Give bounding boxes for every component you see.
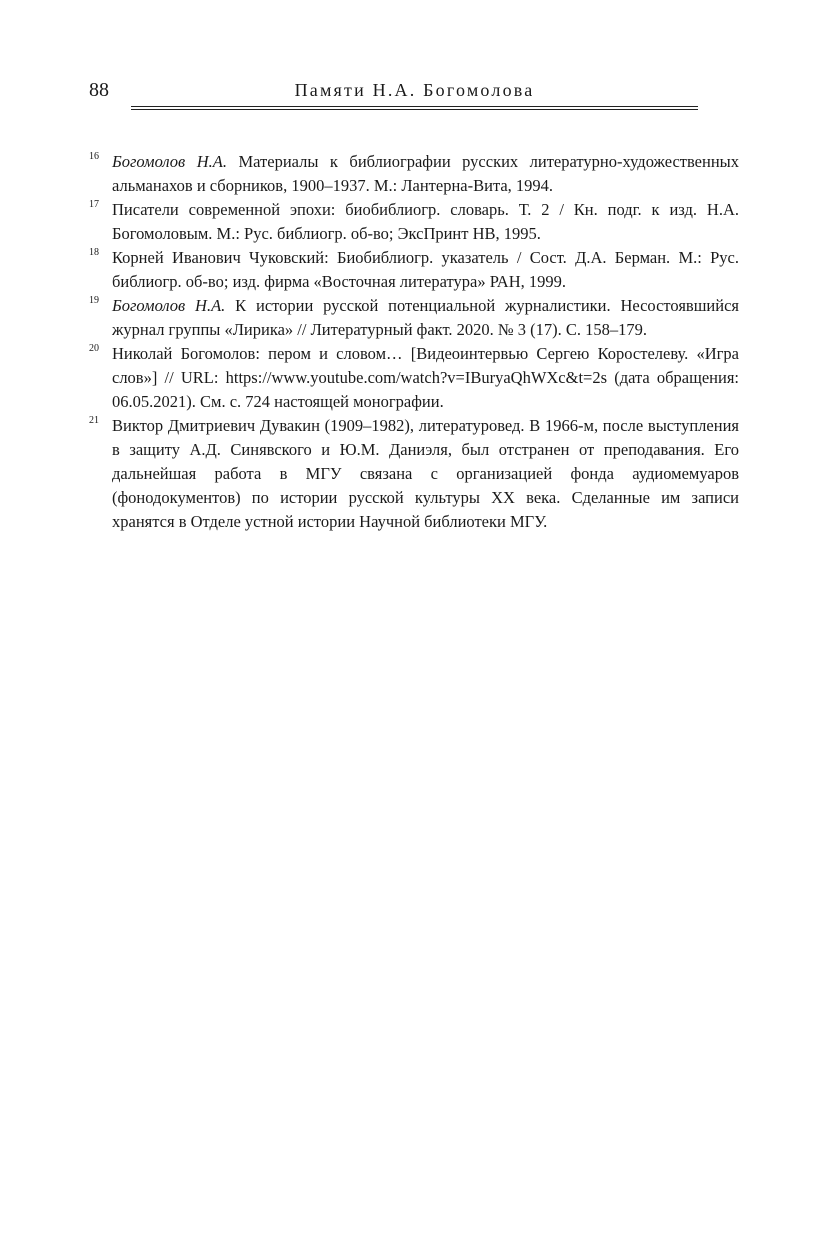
footnotes-list [89,150,739,534]
footnote-21 [89,414,739,534]
footnote-text: Писатели современной эпохи: биобиблиогр. словарь. Т. 2 / Кн. подг. к изд. Н.А. Богомоловым. М.: Рус. библиогр. об-во; ЭксПринт НВ, 1995. [112,200,739,243]
footnote-text: Материалы к библиографии русских литературно-художественных альманахов и сборников, 1900–1937. М.: Лантерна-Вита, 1994. [112,152,740,195]
header-rule-top [131,106,698,107]
footnote-19 [89,294,739,342]
page-number: 88 [89,79,109,101]
page-header [89,78,698,118]
footnote-text: Корней Иванович Чуковский: Биобиблиогр. указатель / Сост. Д.А. Берман. М.: Рус. библиогр. об-во; изд. фирма «Восточная литература» РАН, 1999. [112,248,739,291]
footnote-number: 17 [89,199,99,210]
footnote-number: 21 [89,415,99,426]
footnote-number: 20 [89,343,99,354]
footnote-number: 16 [89,151,99,162]
footnote-author: Богомолов Н.А. [112,296,226,315]
footnote-number: 18 [89,247,99,258]
footnote-text: Николай Богомолов: пером и словом… [Видеоинтервью Сергею Коростелеву. «Игра слов»] // URL: https://www.youtube.com/watch?v=IBuryaQhWXc&t=2s (дата обращения: 06.05.2021). См. с. 724 настоящей монографии. [112,344,739,411]
footnote-18 [89,246,739,294]
footnote-16 [89,150,739,198]
footnote-text: К истории русской потенциальной журналистики. Несостоявшийся журнал группы «Лирика» // Литературный факт. 2020. № 3 (17). С. 158–179. [112,296,740,339]
footnote-number: 19 [89,295,99,306]
footnote-17 [89,198,739,246]
header-rule-bottom [131,109,698,110]
footnote-text: Виктор Дмитриевич Дувакин (1909–1982), литературовед. В 1966-м, после выступления в защиту А.Д. Синявского и Ю.М. Даниэля, был отстранен от преподавания. Его дальнейшая работа в МГУ связана с организацией фонда аудиомемуаров (фонодокументов) по истории русской культуры XX века. Сделанные им записи хранятся в Отделе устной истории Научной библиотеки МГУ. [112,416,739,531]
footnote-author: Богомолов Н.А. [112,152,227,171]
footnote-20 [89,342,739,414]
running-title: Памяти Н.А. Богомолова [294,80,535,100]
